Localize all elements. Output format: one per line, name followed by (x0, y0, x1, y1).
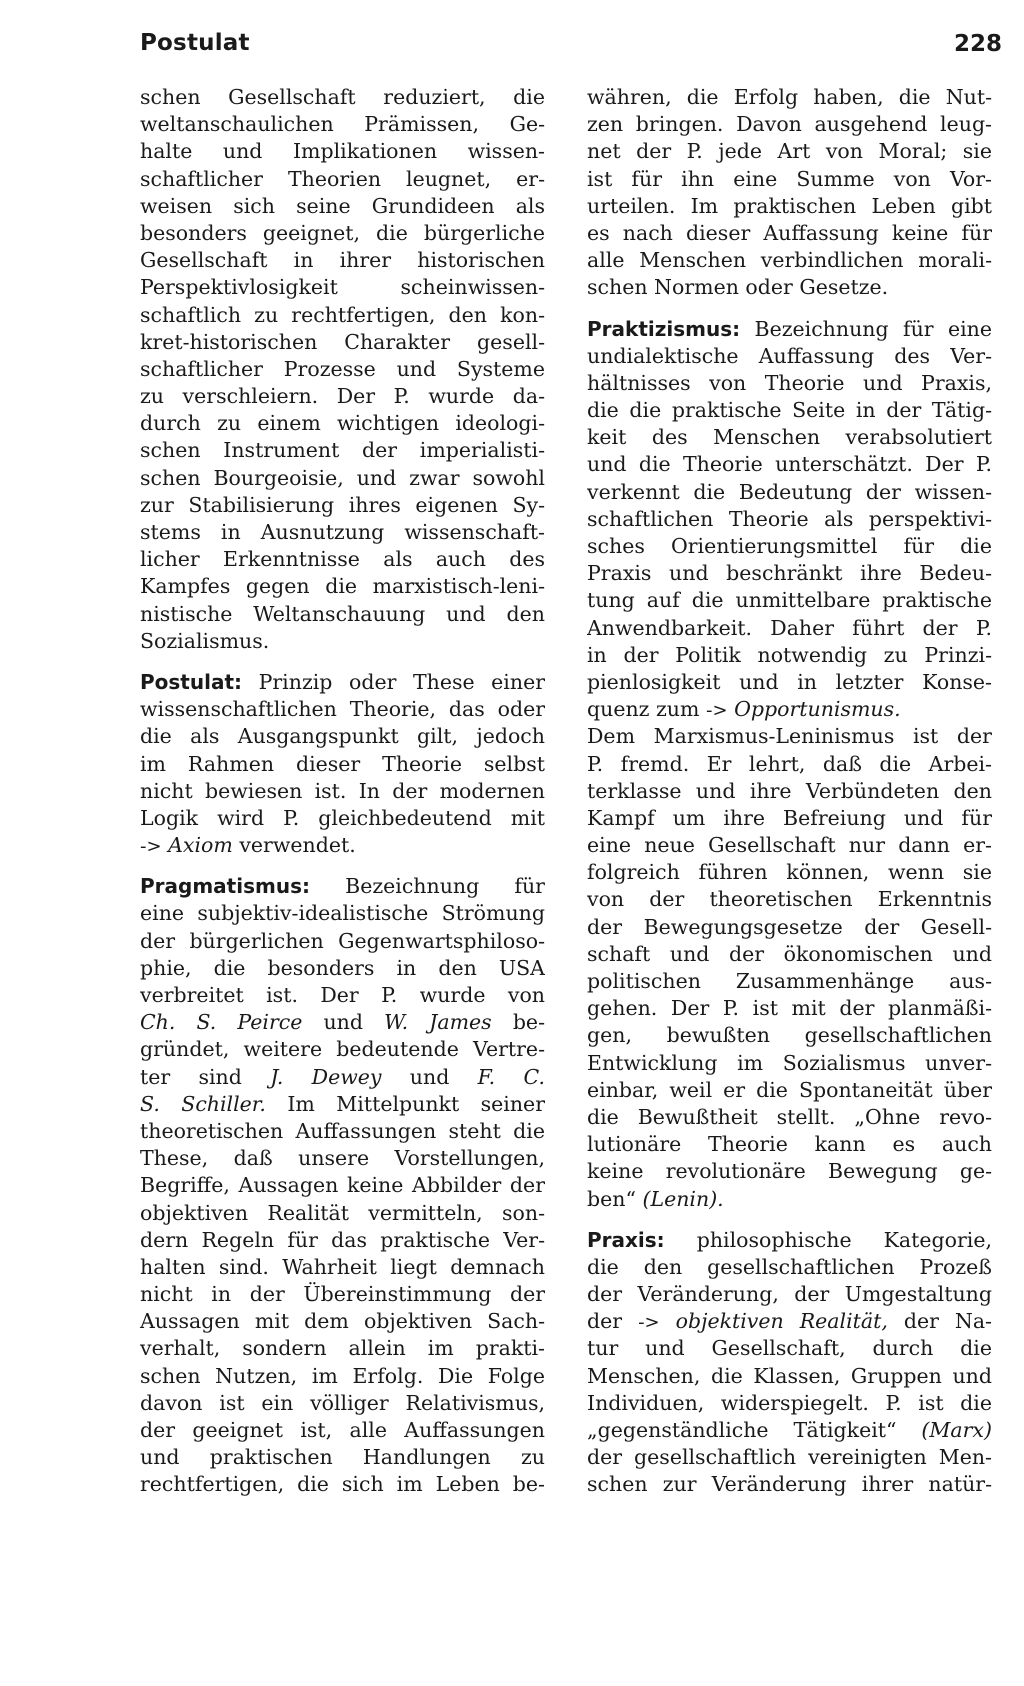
cross-reference-arrow-icon: -> (140, 836, 162, 858)
text-line: schen Normen oder Gesetze. (587, 275, 889, 300)
text-line: schaftlich zu rechtfertigen, den kon- (140, 302, 545, 327)
text-line: gehen. Der P. ist mit der planmäßi- (587, 996, 992, 1021)
text-line: zen bringen. Davon ausgehend leug- (587, 112, 992, 137)
text-line: keine revolutionäre Bewegung ge- (587, 1159, 992, 1184)
text-line: davon ist ein völliger Relativismus, (140, 1390, 545, 1415)
entry-term-pragmatismus: Pragmatismus: (140, 874, 310, 899)
text-line: Anwendbarkeit. Daher führt der P. (587, 615, 992, 640)
cross-reference-link[interactable]: Opportunismus. (734, 697, 901, 722)
cross-reference-arrow-icon: -> (638, 1312, 660, 1334)
text-line: ist für ihn eine Summe von Vor- (587, 166, 992, 191)
text-line: terklasse und ihre Verbündeten den (587, 778, 992, 803)
running-head-title: Postulat (140, 30, 250, 56)
text-line: Kampf um ihre Befreiung und für (587, 805, 992, 830)
text-line: politischen Zusammenhänge aus- (587, 969, 992, 993)
text-line: zu verschleiern. Der P. wurde da- (140, 384, 545, 409)
person-name: F. C. (477, 1064, 545, 1089)
cross-reference-link[interactable]: Axiom (168, 833, 233, 858)
continued-entry-text (140, 84, 545, 655)
text-line: Gesellschaft in ihrer historischen (140, 248, 545, 273)
text-line: der geeignet ist, alle Auffassungen (140, 1418, 545, 1442)
text-line: wissenschaftlichen Theorie, das oder (140, 697, 545, 722)
person-name: S. Schiller. (140, 1091, 266, 1116)
text-line: die als Ausgangspunkt gilt, jedoch (140, 724, 545, 749)
right-column (587, 84, 992, 1499)
text-line: in der Politik notwendig zu Prinzi- (587, 642, 992, 667)
text-line: schaftlicher Theorien leugnet, er- (140, 166, 545, 191)
person-name: J. Dewey (270, 1064, 382, 1089)
text-line: besonders geeignet, die bürgerliche (140, 220, 545, 245)
text-line: Aussagen mit dem objektiven Sach- (140, 1309, 545, 1334)
text-line: die die praktische Seite in der Tätig- (587, 398, 992, 423)
person-name: W. James (384, 1010, 492, 1035)
left-column (140, 84, 545, 1499)
text-line: keit des Menschen verabsolutiert (587, 425, 992, 450)
text-line: im Rahmen dieser Theorie selbst (140, 751, 545, 776)
text-line: verhalt, sondern allein im prakti- (140, 1336, 545, 1361)
text-line: Kampfes gegen die marxistisch-leni- (140, 574, 545, 599)
text-line: Dem Marxismus-Leninismus ist der (587, 724, 992, 749)
text-line: stems in Ausnutzung wissenschaft- (140, 520, 545, 544)
text-line: währen, die Erfolg haben, die Nut- (587, 85, 992, 109)
text-line: nicht bewiesen ist. In der modernen (140, 778, 545, 803)
text-line: und die Theorie unterschätzt. Der P. (587, 452, 992, 477)
text-line: schaftlichen Theorie als perspektivi- (587, 506, 992, 531)
text-line: der gesellschaftlich vereinigten Men- (587, 1445, 992, 1470)
page-number: 228 (953, 31, 1002, 57)
person-name: Ch. S. Peirce (140, 1010, 303, 1035)
text-line: verkennt die Bedeutung der wissen- (587, 479, 992, 504)
text-line: net der P. jede Art von Moral; sie (587, 139, 992, 164)
text-line: halte und Implikationen wissen- (140, 139, 545, 164)
text-line: Perspektivlosigkeit scheinwissen- (140, 275, 545, 300)
text-line: weisen sich seine Grundideen als (140, 193, 545, 218)
entry-praktizismus: Praktizismus: Bezeichnung für eine undialektische Auffassung des Ver- hältnisses von Theorie und Praxis, die die praktische Seite in der Tätig- keit des Menschen verabsolutiert und die Theorie unterschätzt. Der P. verkennt die Bedeutung der wissen- schaftlichen Theorie als perspektivi- sches Orientierungsmittel für die Praxis und beschränkt ihre Bedeu- tung auf die unmittelbare praktische Anwendbarkeit. Daher führt der P. in der Politik notwendig zu Prinzi- pienlosigkeit und in letzter Konse- quenz zum -> Opportunismus. Dem Marxismus-Leninismus ist der P. fremd. Er lehrt, daß die Arbei- terklasse und ihre Verbündeten den Kampf um ihre Befreiung und für eine neue Gesellschaft nur dann er- folgreich führen können, wenn sie von der theoretischen Erkenntnis der Bewegungsgesetze der Gesell- schaft und der ökonomischen und politischen Zusammenhänge aus- gehen. Der P. ist mit der planmäßi- gen, bewußten gesellschaftlichen Entwicklung im Sozialismus unver- einbar, weil er die Spontaneität über die Bewußtheit stellt. „Ohne revo- lutionäre Theorie kann es auch keine revolutionäre Bewegung ge- ben“ (Lenin). (587, 316, 992, 1211)
text-line: gen, bewußten gesellschaftlichen (587, 1023, 992, 1048)
text-line: gründet, weitere bedeutende Vertre- (140, 1037, 545, 1062)
text-line: tur und Gesellschaft, durch die (587, 1336, 992, 1361)
text-line: eine subjektiv-idealistische Strömung (140, 901, 545, 926)
text-line: durch zu einem wichtigen ideologi- (140, 411, 545, 436)
text-line: Logik wird P. gleichbedeutend mit (140, 805, 545, 830)
text-line: schaft und der ökonomischen und (587, 941, 992, 966)
text-line: folgreich führen können, wenn sie (587, 860, 992, 885)
text-line: einbar, weil er die Spontaneität über (587, 1077, 992, 1102)
text-line: zur Stabilisierung ihres eigenen Sy- (140, 492, 545, 517)
text-line: theoretischen Auffassungen steht die (140, 1118, 545, 1143)
text-line: Praxis und beschränkt ihre Bedeu- (587, 561, 992, 586)
entry-term-praktizismus: Praktizismus: (587, 316, 741, 341)
text-line: dern Regeln für das praktische Ver- (140, 1227, 545, 1252)
text-line: schen Instrument der imperialisti- (140, 438, 545, 463)
text-line: schen zur Veränderung ihrer natür- (587, 1472, 992, 1497)
text-line: lutionäre Theorie kann es auch (587, 1132, 992, 1157)
text-line: schaftlicher Prozesse und Systeme (140, 356, 545, 381)
text-line: P. fremd. Er lehrt, daß die Arbei- (587, 751, 992, 776)
text-line: Individuen, widerspiegelt. P. ist die (587, 1390, 992, 1415)
text-line: objektiven Realität vermitteln, son- (140, 1200, 545, 1225)
entry-term-praxis: Praxis: (587, 1227, 665, 1252)
text-line: nistische Weltanschauung und den (140, 601, 545, 626)
entry-term-postulat: Postulat: (140, 669, 243, 694)
text-line: phie, die besonders in den USA (140, 955, 545, 980)
text-line: der bürgerlichen Gegenwartsphiloso- (140, 928, 545, 953)
text-line: sches Orientierungsmittel für die (587, 534, 992, 558)
text-line: die den gesellschaftlichen Prozeß (587, 1254, 992, 1279)
text-line: Menschen, die Klassen, Gruppen und (587, 1363, 992, 1388)
text-line: undialektische Auffassung des Ver- (587, 343, 992, 368)
text-line: schen Bourgeoisie, und zwar sowohl (140, 465, 545, 490)
text-line: schen Nutzen, im Erfolg. Die Folge (140, 1363, 545, 1388)
text-line: nicht in der Übereinstimmung der (140, 1282, 545, 1307)
cross-reference-link[interactable]: objektiven Realität, (675, 1309, 888, 1334)
entry-pragmatismus: Pragmatismus: Bezeichnung für eine subjektiv-idealistische Strömung der bürgerlichen Gegenwartsphiloso- phie, die besonders in den USA verbreitet ist. Der P. wurde von Ch. S. Peirce und W. James be- gründet, weitere bedeutende Vertre- ter sind J. Dewey und F. C. S. Schiller. Im Mittelpunkt seiner theoretischen Auffassungen steht die These, daß unsere Vorstellungen, Begriffe, Aussagen keine Abbilder der objektiven Realität vermitteln, son- dern Regeln für das praktische Ver- halten sind. Wahrheit liegt demnach nicht in der Übereinstimmung der Aussagen mit dem objektiven Sach- verhalt, sondern allein im prakti- schen Nutzen, im Erfolg. Die Folge davon ist ein völliger Relativismus, der geeignet ist, alle Auffassungen und praktischen Handlungen zu rechtfertigen, die sich im Leben be- (140, 873, 545, 1498)
text-line: der Veränderung, der Umgestaltung (587, 1282, 992, 1307)
text-line: kret-historischen Charakter gesell- (140, 329, 545, 354)
text-line: urteilen. Im praktischen Leben gibt (587, 193, 992, 218)
text-line: von der theoretischen Erkenntnis (587, 887, 992, 912)
text-line: pienlosigkeit und in letzter Konse- (587, 669, 992, 694)
text-line: schen Gesellschaft reduziert, die (140, 85, 545, 109)
text-line: es nach dieser Auffassung keine für (587, 220, 992, 245)
cross-reference-arrow-icon: -> (705, 700, 728, 722)
text-line: weltanschaulichen Prämissen, Ge- (140, 112, 545, 137)
text-line: Entwicklung im Sozialismus unver- (587, 1050, 992, 1075)
entry-postulat: Postulat: Prinzip oder These einer wissenschaftlichen Theorie, das oder die als Ausgangspunkt gilt, jedoch im Rahmen dieser Theorie selbst nicht bewiesen ist. In der modernen Logik wird P. gleichbedeutend mit -> Axiom verwendet. (140, 669, 545, 858)
person-name: (Lenin). (642, 1186, 724, 1211)
text-line: die Bewußtheit stellt. „Ohne revo- (587, 1104, 992, 1129)
text-line: und praktischen Handlungen zu (140, 1445, 545, 1470)
text-line: eine neue Gesellschaft nur dann er- (587, 833, 992, 858)
text-line: rechtfertigen, die sich im Leben be- (140, 1472, 545, 1497)
text-line: licher Erkenntnisse als auch des (140, 547, 545, 572)
text-line: alle Menschen verbindlichen morali- (587, 248, 992, 273)
text-line: tung auf die unmittelbare praktische (587, 588, 992, 613)
text-line: der Bewegungsgesetze der Gesell- (587, 914, 992, 939)
text-line: These, daß unsere Vorstellungen, (140, 1146, 545, 1171)
text-line: Begriffe, Aussagen keine Abbilder der (140, 1173, 545, 1198)
text-line: verbreitet ist. Der P. wurde von (140, 983, 545, 1007)
text-line: halten sind. Wahrheit liegt demnach (140, 1254, 545, 1279)
entry-praxis: Praxis: philosophische Kategorie, die den gesellschaftlichen Prozeß der Veränderung, der Umgestaltung der -> objektiven Realität, der Na- tur und Gesellschaft, durch die Menschen, die Klassen, Gruppen und Individuen, widerspiegelt. P. ist die „gegenständliche Tätigkeit“ (Marx) der gesellschaftlich vereinigten Men- schen zur Veränderung ihrer natür- (587, 1227, 992, 1499)
text-line: hältnisses von Theorie und Praxis, (587, 370, 992, 395)
text-line: Sozialismus. (140, 628, 270, 653)
continued-entry-text (587, 84, 992, 302)
person-name: (Marx) (921, 1418, 992, 1442)
